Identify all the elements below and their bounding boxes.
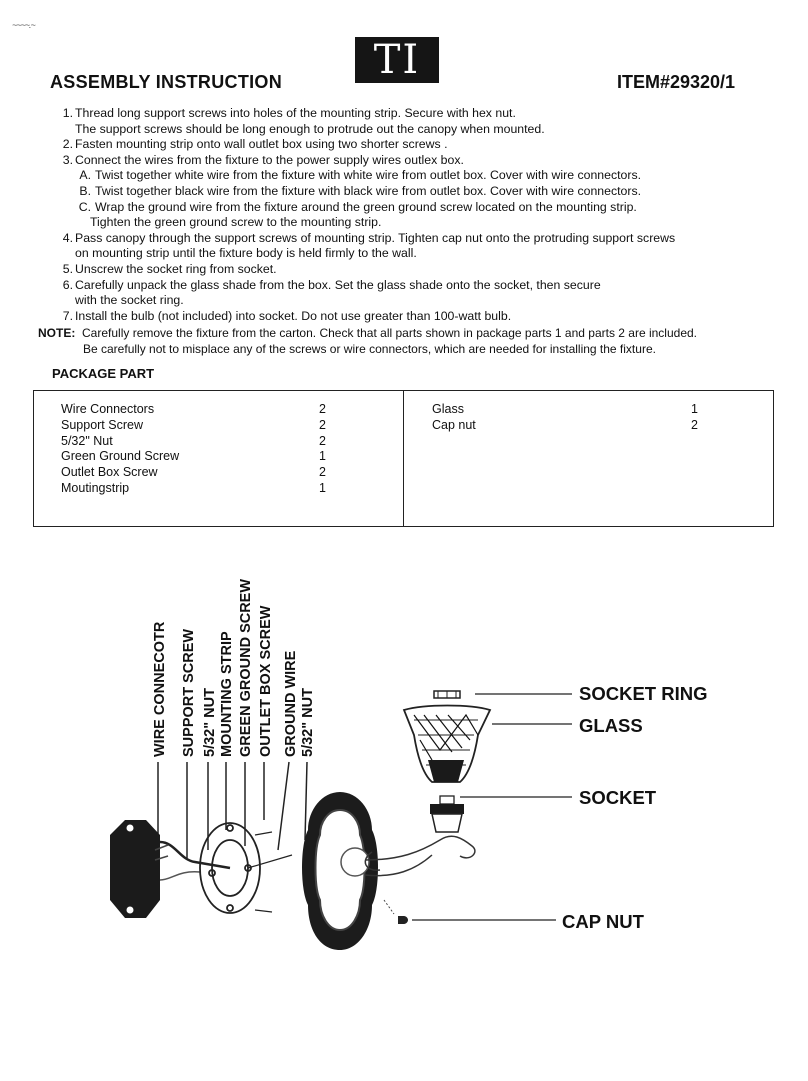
label-outlet-box-screw: OUTLET BOX SCREW <box>258 605 274 757</box>
package-row: Cap nut 2 <box>432 417 698 432</box>
step-2: 2. Fasten mounting strip onto wall outlet box using two shorter screws . <box>62 137 448 152</box>
step-4: 4. Pass canopy through the support screws of mounting strip. Tighten cap nut onto the protruding support screws <box>62 230 676 245</box>
substep-c-continuation: Tighten the green ground screw to the mounting strip. <box>90 215 382 230</box>
substep-c: C. Wrap the ground wire from the fixture around the green ground screw located on the mounting strip. <box>78 199 637 214</box>
label-green-ground-screw: GREEN GROUND SCREW <box>238 578 254 757</box>
item-number: ITEM#29320/1 <box>617 72 736 92</box>
step-3: 3. Connect the wires from the fixture to the power supply wires outlex box. <box>62 152 464 167</box>
cap-nut <box>384 900 556 924</box>
package-row: Support Screw 2 <box>61 417 326 432</box>
label-glass: GLASS <box>579 715 643 736</box>
glass-shade <box>404 706 572 783</box>
label-socket: SOCKET <box>579 787 657 808</box>
package-row: Green Ground Screw 1 <box>61 449 326 464</box>
package-table <box>33 390 774 527</box>
substep-a: A. Twist together white wire from the fixture with white wire from outlet box. Cover with wire connectors. <box>79 168 642 183</box>
step-4-continuation: on mounting strip until the fixture body is held firmly to the wall. <box>75 246 417 261</box>
fixture-arm <box>365 836 475 875</box>
note-label: NOTE: <box>38 326 76 340</box>
socket-ring <box>434 691 572 698</box>
package-divider <box>403 391 404 526</box>
note-line-1: Carefully remove the fixture from the carton. Check that all parts shown in package parts 1 and parts 2 are included. <box>82 326 697 340</box>
label-wire-connector: WIRE CONNECOTR <box>152 621 168 757</box>
step-5: 5. Unscrew the socket ring from socket. <box>62 261 277 276</box>
package-row: Glass 1 <box>432 402 698 416</box>
label-support-screw: SUPPORT SCREW <box>181 628 197 757</box>
corner-scribble: ~~~~.~ <box>12 20 35 30</box>
step-6-continuation: with the socket ring. <box>75 293 184 308</box>
exploded-diagram <box>0 540 808 960</box>
page-title: ASSEMBLY INSTRUCTION <box>50 72 283 92</box>
package-title: PACKAGE PART <box>52 366 155 381</box>
label-cap-nut: CAP NUT <box>562 911 644 932</box>
note-block <box>38 326 788 357</box>
substep-b: B. Twist together black wire from the fixture with black wire from outlet box. Cover with wire connectors. <box>79 183 642 198</box>
note-line-2: Be carefully not to misplace any of the screws or wire connectors, which are needed for installing the fixture. <box>83 341 656 356</box>
mounting-strip <box>200 823 292 913</box>
label-mounting-strip: MOUNTING STRIP <box>219 631 235 757</box>
instruction-steps <box>38 106 783 324</box>
step-1: 1. Thread long support screws into holes of the mounting strip. Secure with hex nut. <box>62 106 516 120</box>
package-row: 5/32" Nut 2 <box>61 433 326 448</box>
canopy <box>302 792 378 950</box>
step-1-continuation: The support screws should be long enough to protrude out the canopy when mounted. <box>75 121 545 136</box>
socket <box>430 796 572 832</box>
package-list-right <box>432 402 732 434</box>
package-row: Wire Connectors 2 <box>61 402 326 416</box>
label-nut-a: 5/32" NUT <box>202 688 218 757</box>
label-nut-b: 5/32" NUT <box>300 688 316 757</box>
step-6: 6. Carefully unpack the glass shade from the box. Set the glass shade onto the socket, then secure <box>62 277 601 292</box>
label-socket-ring: SOCKET RING <box>579 683 708 704</box>
package-list-left <box>61 402 361 497</box>
package-row: Moutingstrip 1 <box>61 480 326 495</box>
package-row: Outlet Box Screw 2 <box>61 465 326 480</box>
brand-logo: TI <box>355 37 439 83</box>
step-7: 7. Install the bulb (not included) into socket. Do not use greater than 100-watt bulb. <box>62 308 512 323</box>
label-ground-wire: GROUND WIRE <box>283 650 299 757</box>
